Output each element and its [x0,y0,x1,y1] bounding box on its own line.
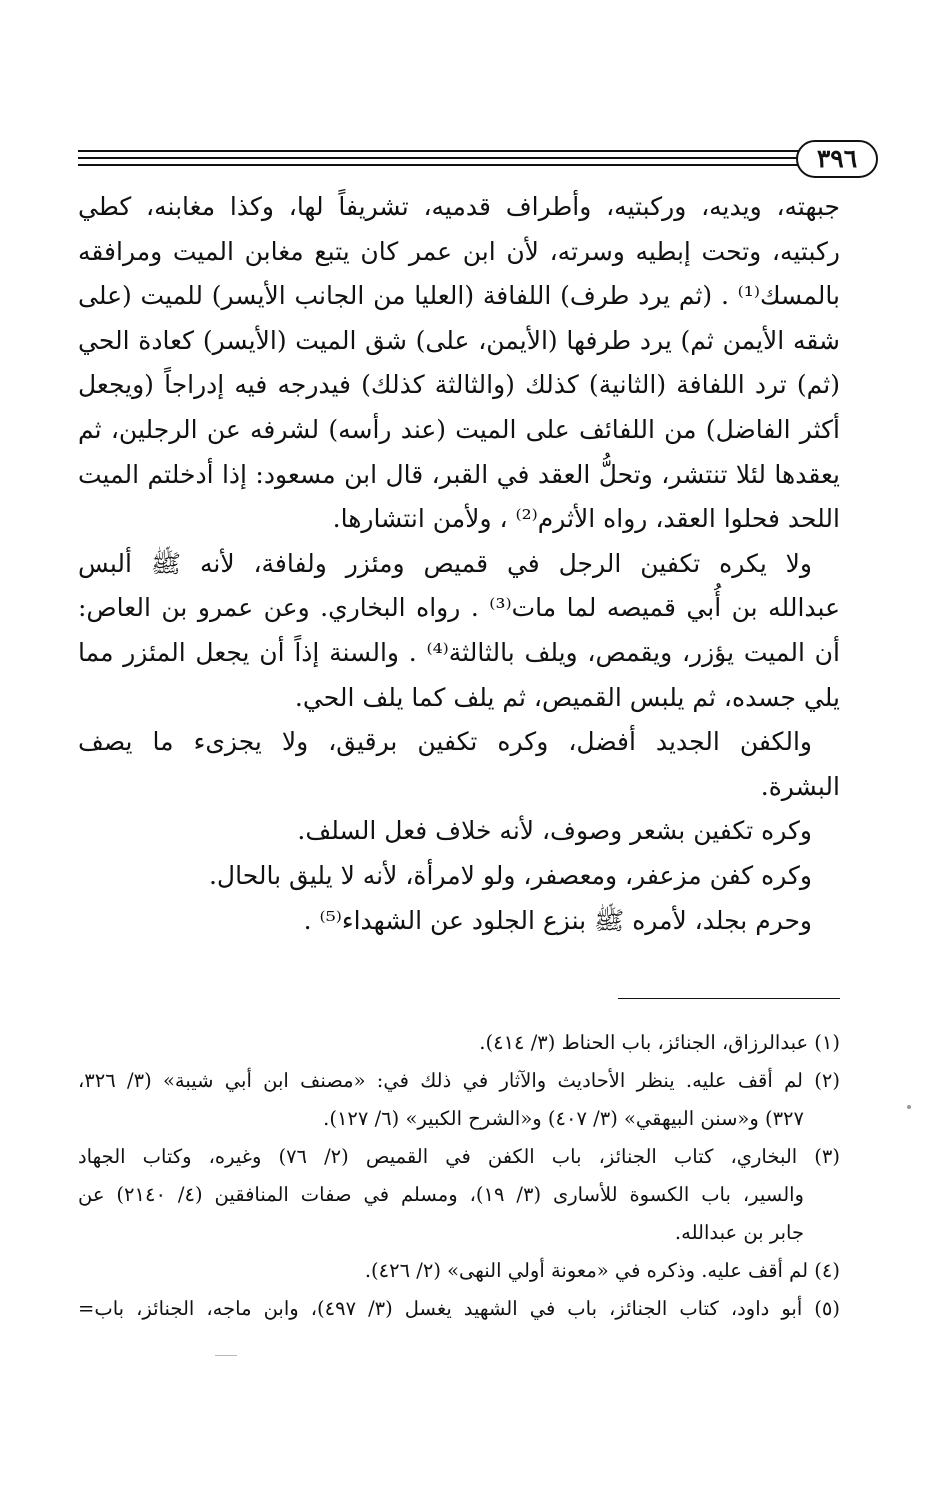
text-line: وكره تكفين بشعر وصوف، لأنه خلاف فعل السلف. [297,816,812,846]
text-line: وكره كفن مزعفر، ومعصفر، ولو لامرأة، لأنه لا يليق بالحال. [208,860,812,890]
text-line: والكفن الجديد أفضل، وكره تكفين برقيق، ولا يجزىء ما يصف [78,727,812,757]
scan-speck [907,1105,911,1109]
header-rule [78,150,802,152]
header-rule [78,157,802,159]
footnote-line: والسير، باب الكسوة للأسارى (٣/ ١٩)، ومسلم في صفات المنافقين (٤/ ٢١٤٠) عن [78,1183,804,1206]
text-line: جبهته، ويديه، وركبتيه، وأطراف قدميه، تشريفاً لها، وكذا مغابنه، كطي [78,192,840,221]
text-line: بالمسك⁽¹⁾ . (ثم يرد طرف) اللفافة (العليا من الجانب الأيسر) للميت (على [78,281,840,311]
text-line: ركبتيه، وتحت إبطيه وسرته، لأن ابن عمر كان يتبع مغابن الميت ومرافقه [78,236,840,266]
text-line: شقه الأيمن ثم) يرد طرفها (الأيمن، على) شق الميت (الأيسر) كعادة الحي [78,325,840,355]
footnote-line: ٣٢٧) و«سنن البيهقي» (٣/ ٤٠٧) و«الشرح الكبير» (٦/ ١٢٧). [323,1107,804,1130]
text-line: يلي جسده، ثم يلبس القميص، ثم يلف كما يلف الحي. [294,682,840,712]
text-line: اللحد فحلوا العقد، رواه الأثرم⁽²⁾ ، ولأمن انتشارها. [332,504,840,534]
page-header [78,140,878,180]
footnotes [78,1024,840,1328]
main-text [78,185,840,943]
header-rule [78,164,802,166]
text-line: وحرم بجلد، لأمره ﷺ بنزع الجلود عن الشهداء⁽⁵⁾ . [303,905,812,935]
text-line: البشرة. [760,771,840,801]
text-line: ولا يكره تكفين الرجل في قميص ومئزر ولفافة، لأنه ﷺ ألبس [78,548,812,578]
footnote-separator [618,998,840,999]
footnote-line: (٤) لم أقف عليه. وذكره في «معونة أولي النهى» (٢/ ٤٢٦). [364,1259,840,1282]
text-line: (ثم) ترد اللفافة (الثانية) كذلك (والثالثة كذلك) فيدرجه فيه إدراجاً (ويجعل [78,370,840,400]
footnote-line: جابر بن عبدالله. [674,1221,804,1244]
footnote-line: (٥) أبو داود، كتاب الجنائز، باب في الشهيد يغسل (٣/ ٤٩٧)، وابن ماجه، الجنائز، باب= [78,1297,840,1320]
footnote-line: (١) عبدالرزاق، الجنائز، باب الحناط (٣/ ٤١٤). [479,1031,840,1054]
footnote-line: (٢) لم أقف عليه. ينظر الأحاديث والآثار في ذلك في: «مصنف ابن أبي شيبة» (٣/ ٣٢٦، [78,1069,840,1092]
text-line: أكثر الفاضل) من اللفائف على الميت (عند رأسه) لشرفه عن الرجلين، ثم [78,414,840,444]
text-line: يعقدها لئلا تنتشر، وتحلُّ العقد في القبر، قال ابن مسعود: إذا أدخلتم الميت [78,459,840,489]
footnote-line: (٣) البخاري، كتاب الجنائز، باب الكفن في القميص (٢/ ٧٦) وغيره، وكتاب الجهاد [78,1145,840,1168]
text-line: أن الميت يؤزر، ويقمص، ويلف بالثالثة⁽⁴⁾ . والسنة إذاً أن يجعل المئزر مما [78,637,840,667]
scan-mark [215,1355,237,1356]
text-line: عبدالله بن أُبي قميصه لما مات⁽³⁾ . رواه البخاري. وعن عمرو بن العاص: [78,593,840,623]
page-number: ٣٩٦ [796,140,878,178]
